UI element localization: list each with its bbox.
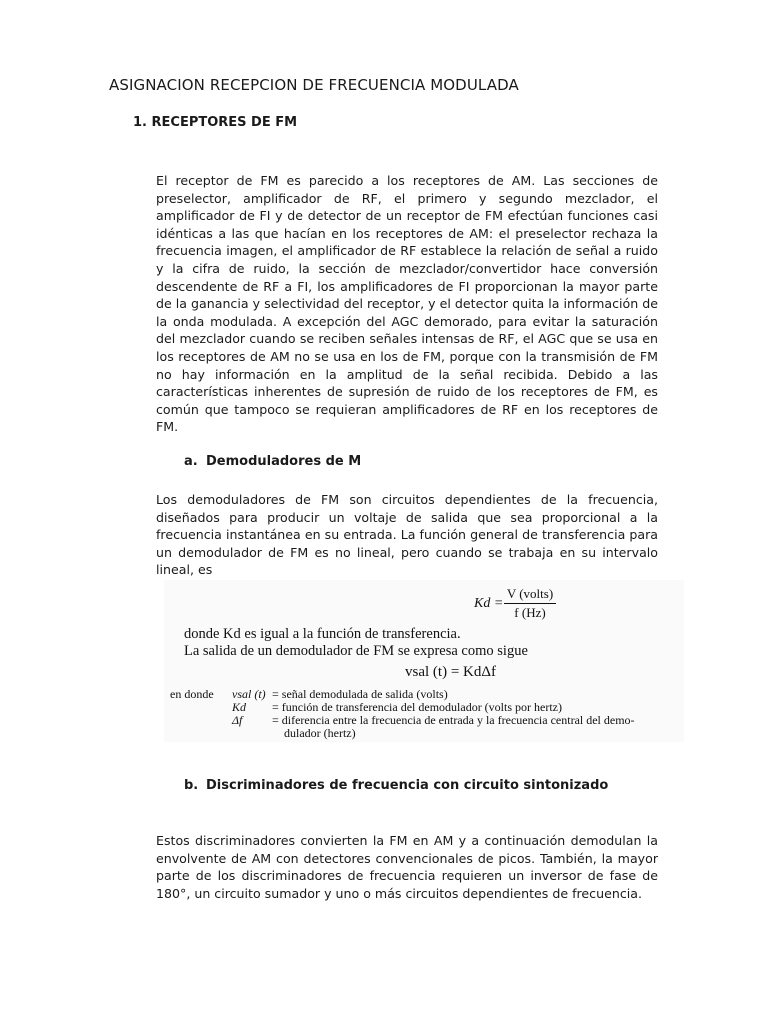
definition-delta-f-cont: dulador (hertz) (284, 726, 356, 740)
section-heading-demoduladores (184, 454, 361, 469)
equation-figure (164, 580, 684, 742)
def-text: = función de transferencia del demodulador (volts por hertz) (272, 700, 562, 714)
paragraph-demoduladores: Los demoduladores de FM son circuitos dependientes de la frecuencia, diseñados para producir un voltaje de salida que sea proporcional a la frecuencia instantánea en su entrada. La función general de transferencia para un demodulador de FM es no lineal, pero cuando se trabaja en su intervalo lineal, es (156, 492, 658, 578)
def-symbol: Kd (232, 700, 247, 714)
fraction-denominator: f (Hz) (514, 605, 546, 620)
section-b-text: Discriminadores de frecuencia con circuito sintonizado (206, 778, 609, 793)
section-heading-discriminadores (184, 778, 608, 793)
vsal-equation: vsal (t) = KdΔf (405, 664, 497, 680)
paragraph-discriminadores: Estos discriminadores convierten la FM en AM y a continuación demodulan la envolvente de AM con detectores convencionales de picos. También, la mayor parte de los discriminadores de frecuencia requieren un inversor de fase de 180°, un circuito sumador y uno o más circuitos dependientes de frecuencia. (156, 833, 658, 901)
equation-line-1: donde Kd es igual a la función de transferencia. (184, 626, 461, 642)
section-heading-receptores: 1. RECEPTORES DE FM (133, 115, 298, 130)
equation-line-2: La salida de un demodulador de FM se expresa como sigue (184, 643, 528, 659)
kd-lhs: Kd = (474, 596, 504, 611)
def-symbol: vsal (t) (232, 687, 266, 701)
kd-fraction (504, 586, 556, 621)
fraction-numerator: V (volts) (504, 586, 556, 604)
def-symbol: Δf (232, 713, 243, 727)
section-a-label: a. (184, 454, 198, 469)
def-text: = diferencia entre la frecuencia de entrada y la frecuencia central del demo- (272, 713, 635, 727)
section-a-text: Demoduladores de M (206, 454, 362, 469)
document-title: ASIGNACION RECEPCION DE FRECUENCIA MODULADA (109, 76, 519, 94)
section-b-label: b. (184, 778, 199, 793)
def-text: = señal demodulada de salida (volts) (272, 687, 448, 701)
definitions-label: en donde (170, 687, 214, 701)
paragraph-receptores: El receptor de FM es parecido a los receptores de AM. Las secciones de preselector, amplificador de RF, el primero y segundo mezclador, el amplificador de FI y de detector de un receptor de FM efectúan funciones casi idénticas a las que hacían en los receptores de AM: el preselector rechaza la frecuencia imagen, el amplificador de RF establece la relación de señal a ruido y la cifra de ruido, la sección de mezclador/convertidor hace conversión descendente de RF a FI, los amplificadores de FI proporcionan la mayor parte de la ganancia y selectividad del receptor, y el detector quita la información de la onda modulada. A excepción del AGC demorado, para evitar la saturación del mezclador cuando se reciben señales intensas de RF, el AGC que se usa en los receptores de AM no se usa en los de FM, porque con la transmisión de FM no hay información en la amplitud de la señal recibida. Debido a las características inherentes de supresión de ruido de los receptores de FM, es común que tampoco se requieran amplificadores de RF en los receptores de FM. (156, 173, 658, 435)
